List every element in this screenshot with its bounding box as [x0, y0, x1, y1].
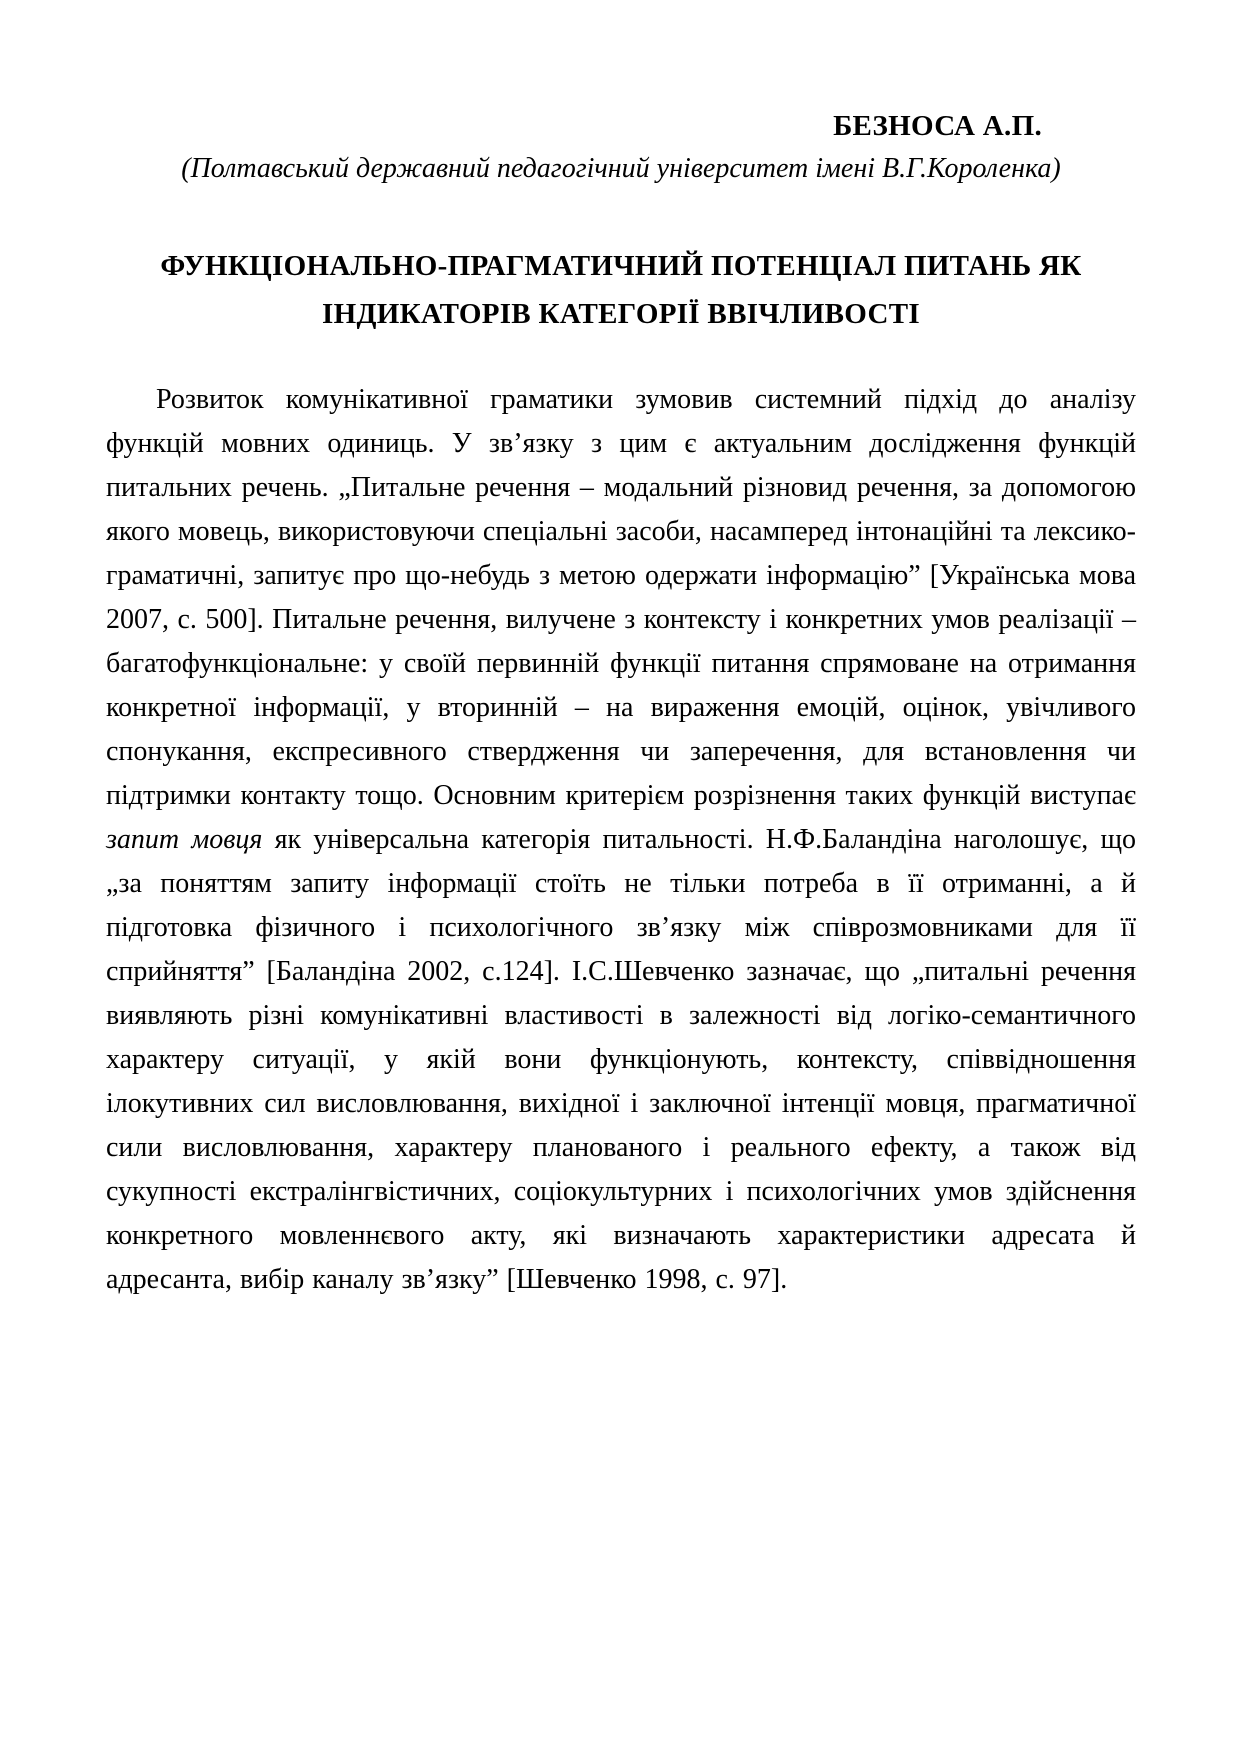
paragraph-italic-term: запит мовця — [106, 824, 263, 855]
paragraph-text-after-italic: як універсальна категорія питальності. Н.Ф.Баландіна наголошує, що „за поняттям запиту інформації стоїть не тільки потреба в її отриманні, а й підготовка фізичного і психологічного зв’язку між співрозмовниками для її сприйняття” [Баландіна 2002, с.124]. І.С.Шевченко зазначає, що „питальні речення виявляють різні комунікативні властивості в залежності від логіко-семантичного характеру ситуації, у якій вони функціонують, контексту, співвідношення ілокутивних сил висловлювання, вихідної і заключної інтенції мовця, прагматичної сили висловлювання, характеру планованого і реального ефекту, а також від сукупності екстралінгвістичних, соціокультурних і психологічних умов здійснення конкретного мовленнєвого акту, які визначають характеристики адресата й адресанта, вибір каналу зв’язку” [Шевченко 1998, с. 97]. — [106, 824, 1137, 1295]
body-paragraph — [106, 378, 1136, 1302]
paragraph-text-before-italic: Розвиток комунікативної граматики зумовив системний підхід до аналізу функцій мовних одиниць. У зв’язку з цим є актуальним дослідження функцій питальних речень. „Питальне речення – модальний різновид речення, за допомогою якого мовець, використовуючи спеціальні засоби, насамперед інтонаційні та лексико-граматичні, запитує про що-небудь з метою одержати інформацію” [Українська мова 2007, с. 500]. Питальне речення, вилучене з контексту і конкретних умов реалізації – багатофункціональне: у своїй первинній функції питання спрямоване на отримання конкретної інформації, у вторинній – на вираження емоцій, оцінок, увічливого спонукання, експресивного ствердження чи заперечення, для встановлення чи підтримки контакту тощо. Основним критерієм розрізнення таких функцій виступає — [106, 384, 1136, 811]
author-name: БЕЗНОСА А.П. — [833, 110, 1042, 142]
paper-title-line-1: ФУНКЦІОНАЛЬНО-ПРАГМАТИЧНИЙ ПОТЕНЦІАЛ ПИТАНЬ ЯК — [160, 250, 1082, 282]
paper-title — [106, 242, 1136, 338]
paper-title-line-2: ІНДИКАТОРІВ КАТЕГОРІЇ ВВІЧЛИВОСТІ — [322, 298, 920, 330]
affiliation: (Полтавський державний педагогічний університет імені В.Г.Короленка) — [181, 153, 1061, 184]
